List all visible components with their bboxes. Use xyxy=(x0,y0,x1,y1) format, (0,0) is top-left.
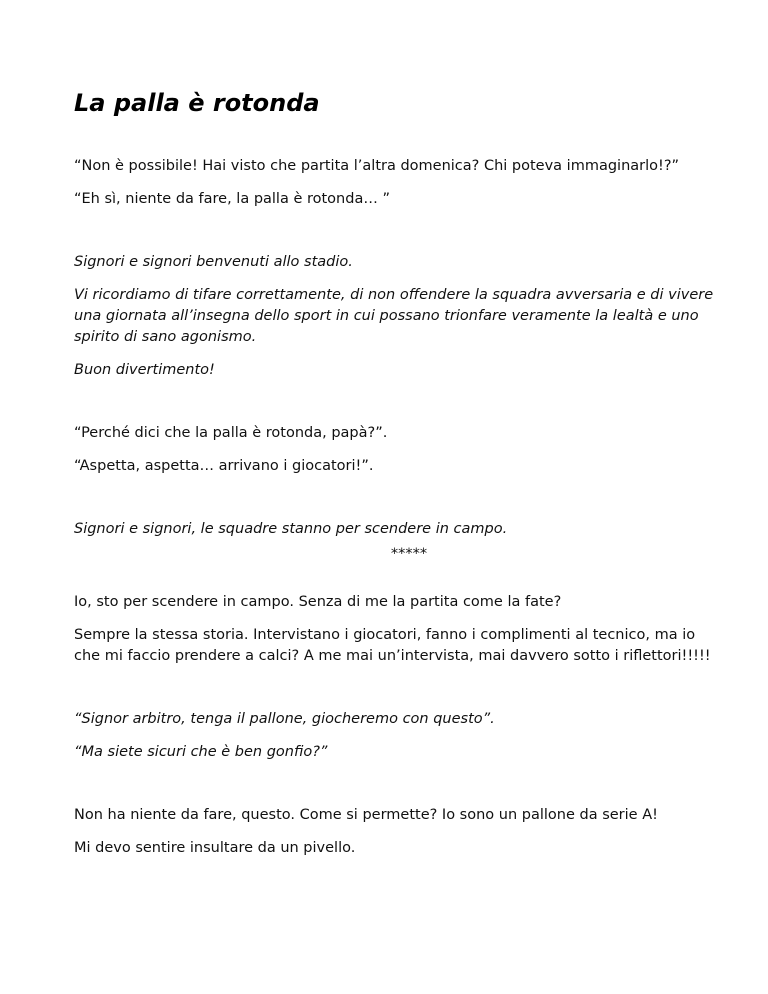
paragraph-spacer xyxy=(74,393,714,423)
narration-line: Non ha niente da fare, questo. Come si permette? Io sono un pallone da serie A! xyxy=(74,807,658,823)
paragraph-spacer xyxy=(74,489,714,519)
announcer-line: Signori e signori benvenuti allo stadio. xyxy=(74,254,353,270)
announcer-line: Signori e signori, le squadre stanno per scendere in campo. xyxy=(74,521,508,537)
dialogue-line: “Perché dici che la palla è rotonda, papà?”. xyxy=(74,425,388,441)
announcer-line: Buon divertimento! xyxy=(74,362,215,378)
paragraph-spacer xyxy=(74,679,714,709)
paragraph-spacer xyxy=(74,775,714,805)
document-title: La palla è rotonda xyxy=(74,89,320,117)
announcer-paragraph: Vi ricordiamo di tifare correttamente, di non offendere la squadra avversaria e di vivere una giornata all’insegna dello sport in cui possano trionfare veramente la lealtà e uno spirito di sano agonismo. xyxy=(74,287,714,345)
dialogue-line: “Ma siete sicuri che è ben gonfio?” xyxy=(74,744,328,760)
dialogue-line: “Eh sì, niente da fare, la palla è rotonda… ” xyxy=(74,191,390,207)
dialogue-line: “Aspetta, aspetta… arrivano i giocatori!”. xyxy=(74,458,374,474)
narration-line: Io, sto per scendere in campo. Senza di me la partita come la fate? xyxy=(74,594,562,610)
paragraph-spacer xyxy=(74,222,714,252)
paragraph-spacer xyxy=(74,562,714,592)
section-separator: ***** xyxy=(390,546,428,562)
dialogue-line: “Non è possibile! Hai visto che partita l’altra domenica? Chi poteva immaginarlo!?” xyxy=(74,158,680,174)
narration-paragraph: Sempre la stessa storia. Intervistano i giocatori, fanno i complimenti al tecnico, ma io che mi faccio prendere a calci? A me mai un’intervista, mai davvero sotto i riflettori!!!!! xyxy=(74,627,711,664)
narration-line: Mi devo sentire insultare da un pivello. xyxy=(74,840,356,856)
dialogue-line: “Signor arbitro, tenga il pallone, giocheremo con questo”. xyxy=(74,711,495,727)
document-page xyxy=(74,88,714,871)
